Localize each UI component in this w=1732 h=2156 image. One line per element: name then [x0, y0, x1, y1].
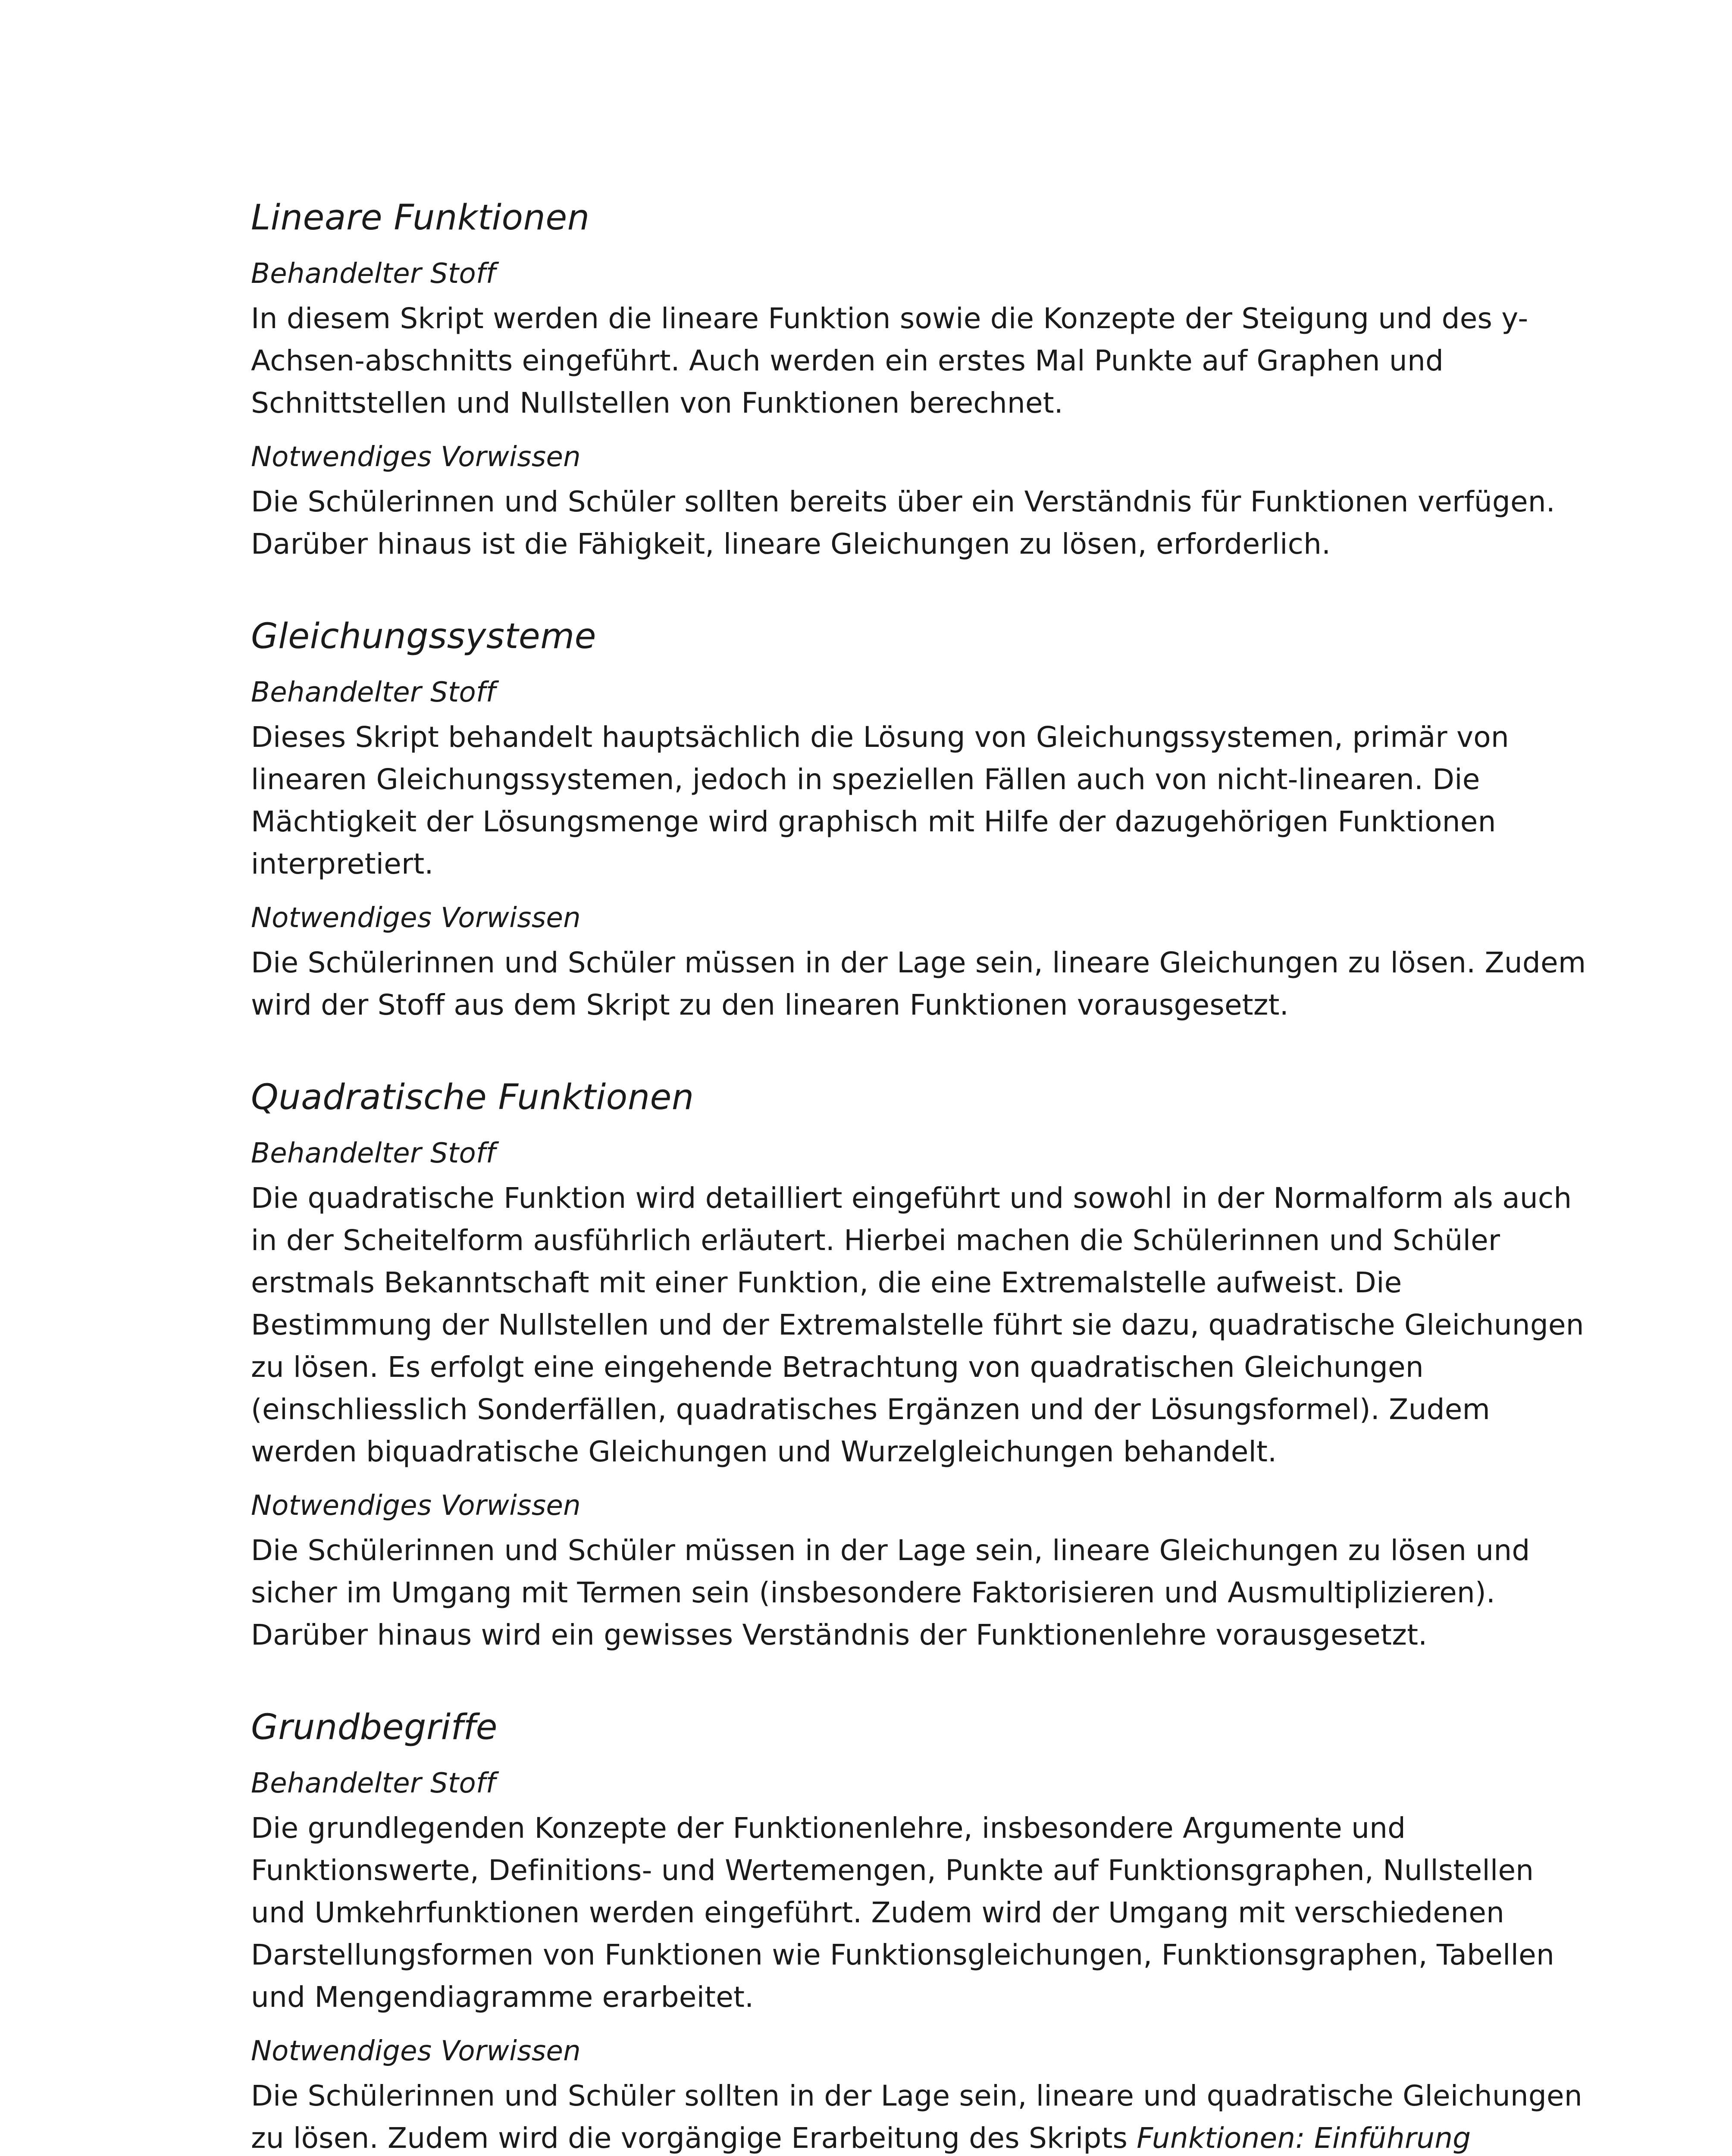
prerequisites-heading: Notwendiges Vorwissen — [251, 902, 581, 934]
prerequisites-text — [251, 2075, 1588, 2156]
section-title: Gleichungssysteme — [251, 616, 596, 657]
section-title: Quadratische Funktionen — [251, 1077, 694, 1118]
section-grundbegriffe — [251, 1706, 1588, 2156]
covered-material-text: In diesem Skript werden die lineare Funktion sowie die Konzepte der Steigung und des y-Achsen-abschnitts eingeführt. Auch werden ein erstes Mal Punkte auf Graphen und Schnittstellen und Nullstellen von Funktionen berechnet. — [251, 302, 1528, 420]
covered-material-heading: Behandelter Stoff — [251, 1138, 496, 1169]
section-lineare-funktionen — [251, 196, 1588, 565]
covered-material-heading: Behandelter Stoff — [251, 258, 496, 290]
prerequisites-heading: Notwendiges Vorwissen — [251, 1490, 581, 1522]
covered-material-heading: Behandelter Stoff — [251, 677, 496, 708]
covered-material-text: Die quadratische Funktion wird detailliert eingeführt und sowohl in der Normalform als auch in der Scheitelform ausführlich erläutert. Hierbei machen die Schülerinnen und Schüler erstmals Bekanntschaft mit einer Funktion, die eine Extremalstelle aufweist. Die Bestimmung der Nullstellen und der Extremalstelle führt sie dazu, quadratische Gleichungen zu lösen. Es erfolgt eine eingehende Betrachtung von quadratischen Gleichungen (einschliesslich Sonderfällen, quadratisches Ergänzen und der Lösungsformel). Zudem werden biquadratische Gleichungen und Wurzelgleichungen behandelt. — [251, 1181, 1584, 1468]
covered-material-text: Dieses Skript behandelt hauptsächlich die Lösung von Gleichungssystemen, primär von linearen Gleichungssystemen, jedoch in speziellen Fällen auch von nicht-linearen. Die Mächtigkeit der Lösungsmenge wird graphisch mit Hilfe der dazugehörigen Funktionen interpretiert. — [251, 721, 1509, 881]
section-quadratische-funktionen — [251, 1076, 1588, 1656]
prerequisites-heading: Notwendiges Vorwissen — [251, 2035, 581, 2067]
referenced-script-title: Funktionen: Einführung — [1137, 2122, 1471, 2155]
prerequisites-text: Die Schülerinnen und Schüler sollten bereits über ein Verständnis für Funktionen verfügen. Darüber hinaus ist die Fähigkeit, lineare Gleichungen zu lösen, erforderlich. — [251, 485, 1555, 561]
prerequisites-text: Die Schülerinnen und Schüler müssen in der Lage sein, lineare Gleichungen zu lösen und sicher im Umgang mit Termen sein (insbesondere Faktorisieren und Ausmultiplizieren). Darüber hinaus wird ein gewisses Verständnis der Funktionenlehre vorausgesetzt. — [251, 1534, 1530, 1651]
section-title: Lineare Funktionen — [251, 197, 590, 238]
document-body — [251, 196, 1588, 2156]
prerequisites-text: Die Schülerinnen und Schüler müssen in der Lage sein, lineare Gleichungen zu lösen. Zudem wird der Stoff aus dem Skript zu den linearen Funktionen vorausgesetzt. — [251, 946, 1586, 1022]
covered-material-heading: Behandelter Stoff — [251, 1767, 496, 1799]
covered-material-text: Die grundlegenden Konzepte der Funktionenlehre, insbesondere Argumente und Funktionswerte, Definitions- und Wertemengen, Punkte auf Funktionsgraphen, Nullstellen und Umkehrfunktionen werden eingeführt. Zudem wird der Umgang mit verschiedenen Darstellungsformen von Funktionen wie Funktionsgleichungen, Funktionsgraphen, Tabellen und Mengendiagramme erarbeitet. — [251, 1811, 1554, 2014]
section-title: Grundbegriffe — [251, 1707, 498, 1748]
prerequisites-heading: Notwendiges Vorwissen — [251, 441, 581, 473]
section-gleichungssysteme — [251, 615, 1588, 1026]
prerequisites-text-start: Die Schülerinnen und Schüler sollten in der Lage sein, lineare und quadratische Gleichungen zu lösen. Zudem wird die vorgängige Erarbeitung des Skripts — [251, 2079, 1582, 2155]
